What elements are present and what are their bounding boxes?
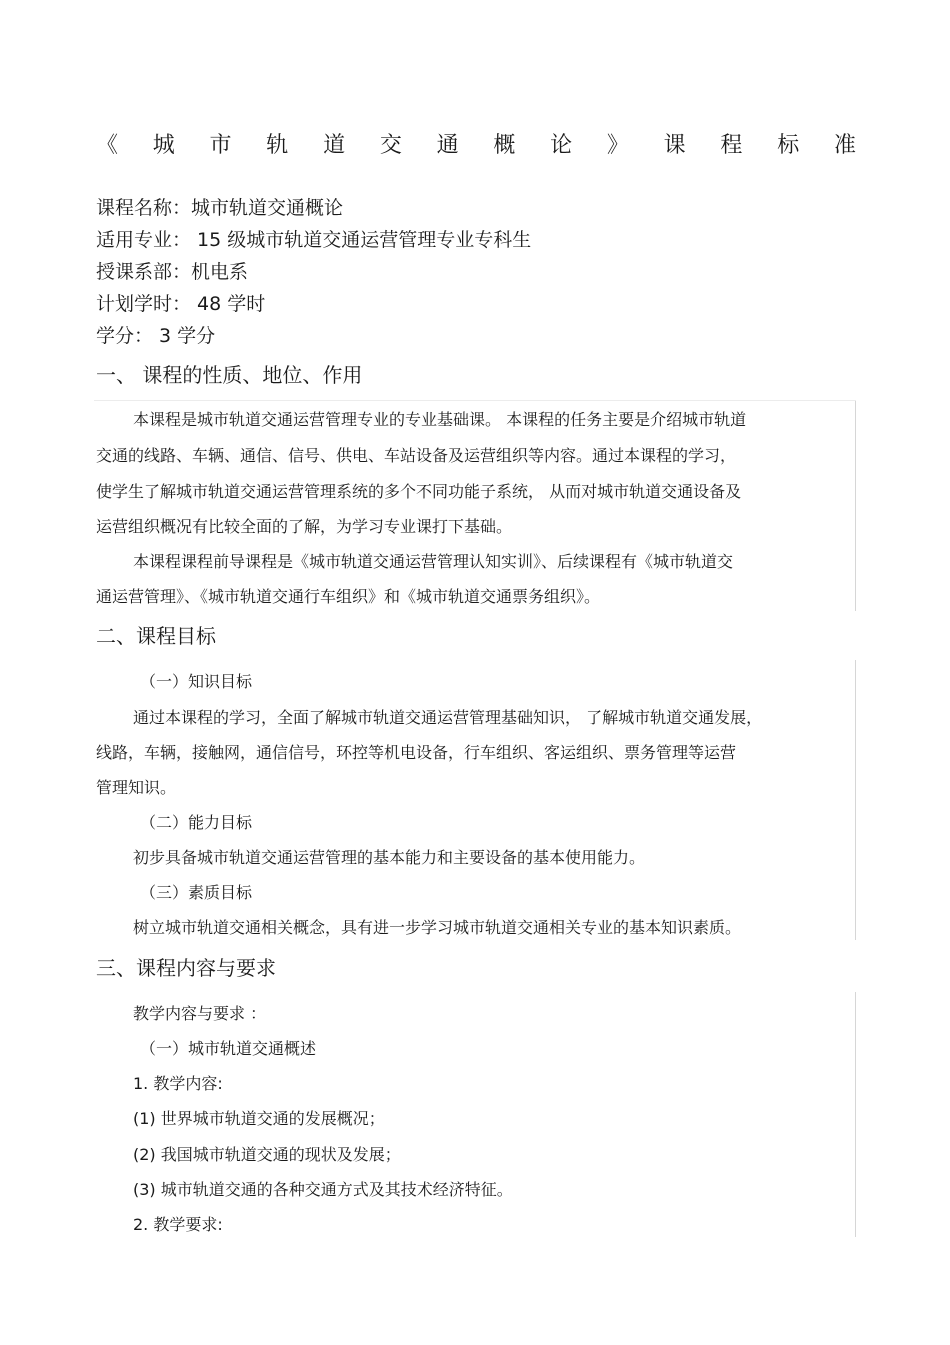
paragraph-line: 通过本课程的学习，全面了解城市轨道交通运营管理基础知识， 了解城市轨道交通发展， xyxy=(133,708,763,727)
section-3-heading: 三、课程内容与要求 xyxy=(96,956,276,980)
title-char: 通 xyxy=(436,132,459,158)
credits: 学分： 3 学分 xyxy=(96,325,216,347)
section-border xyxy=(855,401,856,611)
paragraph-line: 初步具备城市轨道交通运营管理的基本能力和主要设备的基本使用能力。 xyxy=(133,848,646,867)
section-border xyxy=(855,992,856,1237)
title-char: 标 xyxy=(777,132,800,158)
quality-goal-title: （三）素质目标 xyxy=(140,883,253,902)
teaching-department: 授课系部：机电系 xyxy=(96,261,249,283)
title-char: 道 xyxy=(323,132,346,158)
list-item: (1) 世界城市轨道交通的发展概况； xyxy=(133,1109,385,1128)
applicable-major: 适用专业： 15 级城市轨道交通运营管理专业专科生 xyxy=(96,229,532,251)
unit-1-title: （一）城市轨道交通概述 xyxy=(140,1039,317,1058)
teaching-intro: 教学内容与要求 ： xyxy=(133,1004,267,1023)
ability-goal-title: （二）能力目标 xyxy=(140,813,253,832)
teaching-requirement-label: 2. 教学要求: xyxy=(133,1215,223,1234)
section-border xyxy=(855,660,856,940)
planned-hours: 计划学时： 48 学时 xyxy=(96,293,266,315)
title-char: 论 xyxy=(550,132,573,158)
knowledge-goal-title: （一）知识目标 xyxy=(140,672,253,691)
title-char: 准 xyxy=(833,132,856,158)
title-char: 轨 xyxy=(266,132,289,158)
title-char: 》 xyxy=(606,132,629,158)
title-char: 概 xyxy=(493,132,516,158)
section-2-heading: 二、课程目标 xyxy=(96,624,216,648)
title-char: 城 xyxy=(152,132,175,158)
paragraph-line: 交通的线路、车辆、通信、信号、供电、车站设备及运营组织等内容。通过本课程的学习， xyxy=(96,446,737,465)
paragraph-line: 本课程课程前导课程是《城市轨道交通运营管理认知实训》、后续课程有《城市轨道交 xyxy=(133,552,734,571)
paragraph-line: 使学生了解城市轨道交通运营管理系统的多个不同功能子系统， 从而对城市轨道交通设备及 xyxy=(96,482,742,501)
title-char: 《 xyxy=(96,132,119,158)
course-name: 课程名称：城市轨道交通概论 xyxy=(96,197,344,219)
paragraph-line: 运营组织概况有比较全面的了解，为学习专业课打下基础。 xyxy=(96,517,513,536)
document-title xyxy=(96,126,856,160)
paragraph-line: 管理知识。 xyxy=(96,778,177,797)
paragraph-line: 线路，车辆，接触网，通信信号，环控等机电设备，行车组织、客运组织、票务管理等运营 xyxy=(96,743,737,762)
paragraph-line: 通运营管理》、《城市轨道交通行车组织》和《城市轨道交通票务组织》。 xyxy=(96,587,601,606)
list-item: (2) 我国城市轨道交通的现状及发展； xyxy=(133,1145,401,1164)
section-1-heading: 一、 课程的性质、地位、作用 xyxy=(96,363,363,387)
title-char: 市 xyxy=(209,132,232,158)
title-char: 程 xyxy=(720,132,743,158)
list-item: (3) 城市轨道交通的各种交通方式及其技术经济特征。 xyxy=(133,1180,513,1199)
section-divider xyxy=(94,400,856,401)
title-char: 交 xyxy=(379,132,402,158)
paragraph-line: 树立城市轨道交通相关概念，具有进一步学习城市轨道交通相关专业的基本知识素质。 xyxy=(133,918,742,937)
title-char: 课 xyxy=(663,132,686,158)
paragraph-line: 本课程是城市轨道交通运营管理专业的专业基础课。 本课程的任务主要是介绍城市轨道 xyxy=(133,410,747,429)
teaching-content-label: 1. 教学内容: xyxy=(133,1074,223,1093)
